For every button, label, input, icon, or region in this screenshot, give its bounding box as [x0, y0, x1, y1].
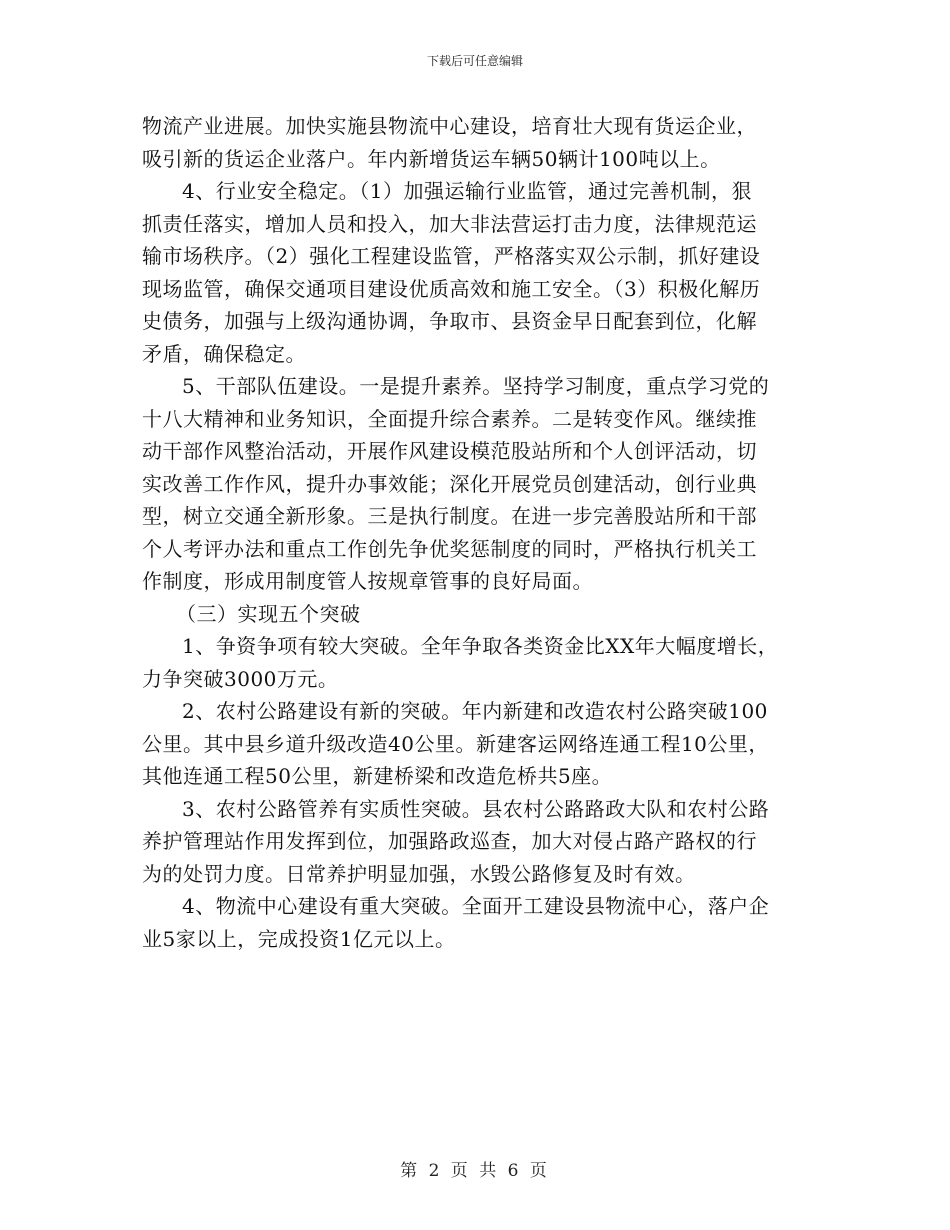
text-line: 抓责任落实，增加人员和投入，加大非法营运打击力度，法律规范运: [142, 211, 757, 236]
text-line: 十八大精神和业务知识，全面提升综合素养。二是转变作风。继续推: [142, 406, 757, 431]
text-line: 矛盾，确保稳定。: [142, 341, 306, 366]
text-line: 3、农村公路管养有实质性突破。县农村公路路政大队和农村公路: [182, 796, 770, 821]
text-line: 其他连通工程50公里，新建桥梁和改造危桥共5座。: [142, 764, 613, 788]
text-line: 1、争资争项有较大突破。全年争取各类资金比XX年大幅度增长，: [182, 634, 779, 658]
text-line: 作制度，形成用制度管人按规章管事的良好局面。: [142, 569, 593, 593]
text-line: 实改善工作作风，提升办事效能；深化开展党员创建活动，创行业典: [142, 471, 757, 496]
text-line: 为的处罚力度。日常养护明显加强，水毁公路修复及时有效。: [142, 861, 696, 886]
text-line: 业5家以上，完成投资1亿元以上。: [142, 926, 456, 951]
text-line: 物流产业进展。加快实施县物流中心建设，培育壮大现有货运企业，: [142, 114, 757, 138]
text-line: 吸引新的货运企业落户。年内新增货运车辆50辆计100吨以上。: [142, 146, 721, 171]
text-line: 4、行业安全稳定。（1）加强运输行业监管，通过完善机制，狠: [182, 179, 752, 203]
section-heading: （三）实现五个突破: [176, 601, 361, 626]
text-line: 5、干部队伍建设。一是提升素养。坚持学习制度，重点学习党的: [182, 374, 770, 398]
text-line: 4、物流中心建设有重大突破。全面开工建设县物流中心，落户企: [182, 894, 770, 918]
text-line: 动干部作风整治活动，开展作风建设模范股站所和个人创评活动，切: [142, 439, 757, 463]
text-line: 养护管理站作用发挥到位，加强路政巡查，加大对侵占路产路权的行: [142, 829, 757, 853]
text-line: 输市场秩序。（2）强化工程建设监管，严格落实双公示制，抓好建设: [142, 244, 761, 268]
text-line: 史债务，加强与上级沟通协调，争取市、县资金早日配套到位，化解: [142, 309, 757, 333]
page-header: 下载后可任意编辑: [426, 54, 523, 68]
page-footer: 第 2 页 共 6 页: [400, 1161, 550, 1181]
text-line: 个人考评办法和重点工作创先争优奖惩制度的同时，严格执行机关工: [142, 536, 757, 561]
text-line: 力争突破3000万元。: [142, 666, 339, 691]
text-line: 2、农村公路建设有新的突破。年内新建和改造农村公路突破100: [182, 699, 768, 723]
document-body: [142, 110, 810, 955]
text-line: 公里。其中县乡道升级改造40公里。新建客运网络连通工程10公里，: [142, 731, 769, 756]
text-line: 型，树立交通全新形象。三是执行制度。在进一步完善股站所和干部: [142, 504, 757, 528]
text-line: 现场监管，确保交通项目建设优质高效和施工安全。（3）积极化解历: [142, 276, 761, 301]
